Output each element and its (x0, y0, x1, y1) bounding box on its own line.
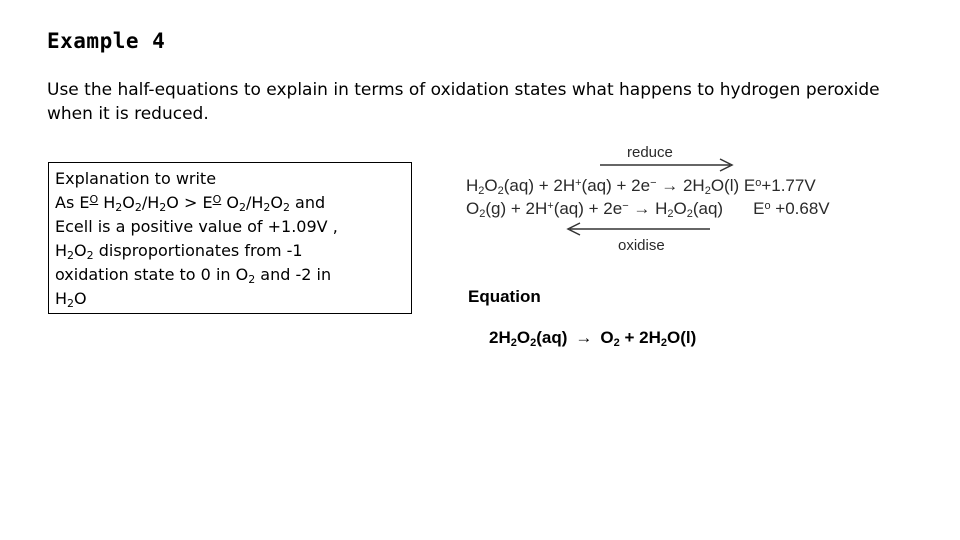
question-prompt: Use the half-equations to explain in terms of oxidation states what happens to hydrogen peroxide when it is reduced. (47, 80, 880, 124)
explanation-box (48, 162, 412, 314)
explanation-heading: Explanation to write (55, 169, 217, 188)
overall-equation: $2H_2O_2(aq) \to O_2 + 2H_2O(l)$ (489, 328, 697, 349)
reaction-arrow: → (575, 328, 593, 347)
explanation-line-water: $H_2O$ (55, 289, 87, 310)
half-equation-oxygen: $O_2(g) + 2H^+(aq) + 2e^- \to H_2O_2(aq)$ $E^o +0.68V$ (466, 199, 830, 220)
explanation-line-electrode-comparison: As $E^O$ $H_2O_2/H_2O > E^O$ $O_2/H_2O_2$ and (55, 193, 326, 214)
slide-title: Example 4 (47, 29, 166, 53)
explanation-line-ecell: Ecell is a positive value of +1.09V , (55, 217, 338, 236)
explanation-line-oxidation-state: oxidation state to 0 in $O_2$ and -2 in (55, 265, 332, 286)
oxidise-label: oxidise (618, 237, 665, 254)
explanation-line-disproportionation: $H_2O_2$ disproportionates from -1 (55, 241, 303, 262)
equation-heading: Equation (468, 287, 541, 306)
reduce-label: reduce (627, 144, 673, 161)
half-equation-hydrogen-peroxide: $H_2O_2(aq) + 2H^+(aq) + 2e^- \to 2H_2O(l)$ $E^o+1.77V$ (466, 176, 816, 197)
half-equations-diagram (462, 142, 892, 260)
